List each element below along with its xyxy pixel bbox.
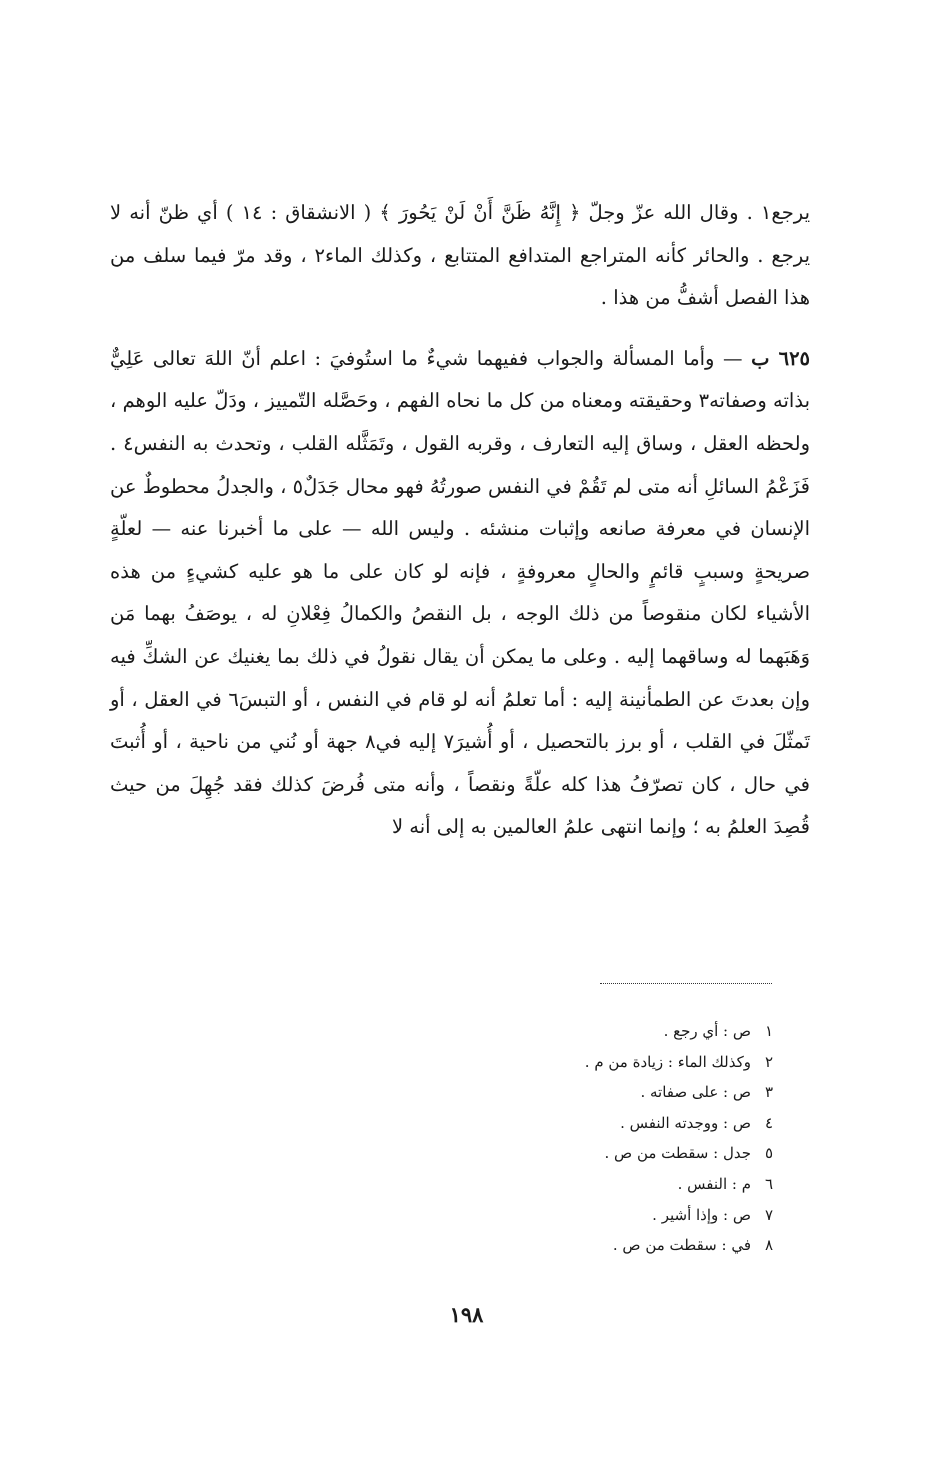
footnote — [413, 1108, 773, 1139]
footnote — [413, 1138, 773, 1169]
footnote-number: ٦ — [764, 1174, 773, 1193]
footnote-number: ٨ — [764, 1236, 773, 1255]
footnote — [413, 1169, 773, 1200]
footnote-number: ٥ — [764, 1144, 773, 1163]
footnote — [413, 1077, 773, 1108]
footnote-text: وكذلك الماء : زيادة من م . — [584, 1052, 751, 1071]
paragraph-1-text: يرجع١ . وقال الله عزّ وجلّ ﴿ إِنَّهُ ظَنَّ أَنْ لَنْ يَحُورَ ﴾ ( الانشقاق : ١٤ ) أي ظنّ أنه لا يرجع . والحائر كأنه المتراجع المتدافع المتتابع ، وكذلك الماء٢ ، وقد مرّ فيما سلف من هذا الفصل أشفُّ من هذا . — [110, 201, 810, 310]
footnote-text: ص : أي رجع . — [663, 1022, 751, 1040]
footnote-text: في : سقطت من ص . — [612, 1236, 751, 1255]
footnote-text: ص : على صفاته . — [640, 1083, 751, 1102]
paragraph-2 — [110, 338, 810, 849]
paragraph-2-text: — وأما المسألة والجواب ففيهما شيءٌ ما استُوفيَ : اعلم أنّ اللهَ تعالى عَلِيٌّ بذاته وصفاته٣ وحقيقته ومعناه من كل ما نحاه الفهم ، وحَصَّله التّمييز ، ودَلّ عليه الوهم ، ولحظه العقل ، وساق إليه التعارف ، وقربه القول ، وتَمَثَّله القلب ، وتحدث به النفس٤ . فَزَعْمُ السائلِ أنه متى لم تَقُمْ في النفس صورتُهُ فهو محال جَدَلٌ٥ ، والجدلُ محطوطٌ عن الإنسان في معرفة صانعه وإثبات منشئه . وليس الله — على ما أخبرنا عنه — لعلّةٍ صريحةٍ وسببٍ قائمٍ والحالٍ معروفةٍ ، فإنه لو كان على ما هو عليه كشيءٍ من هذه الأشياء لكان منقوصاً من ذلك الوجه ، بل النقصُ والكمالُ فِعْلانِ له ، يوصَفُ بهما مَن وَهَبَهما له وساقهما إليه . وعلى ما يمكن أن يقال نقولُ في ذلك بما يغنيك عن الشكِّ فيه وإن بعدتَ عن الطمأنينة إليه : أما تعلمُ أنه لو قام في النفس ، أو التبسَ٦ في العقل ، أو تَمثّلَ في القلب ، أو برز بالتحصيل ، أو أُشيرَ٧ إليه في٨ جهة أو نُني من ناحية ، أو أُثبتَ في حال ، كان تصرّفُ هذا كله علّةً ونقصاً ، وأنه متى فُرضَ كذلك فقد جُهِلَ من حيث قُصِدَ العلمُ به ؛ وإنما انتهى علمُ العالمين به إلى أنه لا — [110, 346, 811, 839]
footnote — [413, 1047, 773, 1078]
footnote-number: ٢ — [764, 1052, 773, 1071]
footnote-separator — [600, 983, 772, 984]
footnote-text: ص : وإذا أشير . — [652, 1205, 751, 1224]
footnote — [413, 1016, 773, 1047]
footnote-number: ٤ — [764, 1113, 773, 1132]
footnote — [413, 1230, 773, 1261]
paragraph-number: ٦٢٥ ب — [751, 346, 811, 370]
footnote-text: م : النفس . — [677, 1174, 751, 1193]
page-number: ١٩٨ — [449, 1302, 484, 1327]
footnote-number: ٧ — [764, 1205, 773, 1224]
footnote-text: جدل : سقطت من ص . — [604, 1144, 751, 1163]
main-text — [110, 192, 810, 849]
footnote — [413, 1200, 773, 1231]
footnote-number: ٣ — [764, 1083, 773, 1102]
footnote-number: ١ — [764, 1022, 773, 1040]
footnotes-list — [413, 1016, 773, 1261]
footnote-text: ص : ووجدته النفس . — [620, 1113, 751, 1132]
paragraph-1 — [110, 192, 810, 320]
